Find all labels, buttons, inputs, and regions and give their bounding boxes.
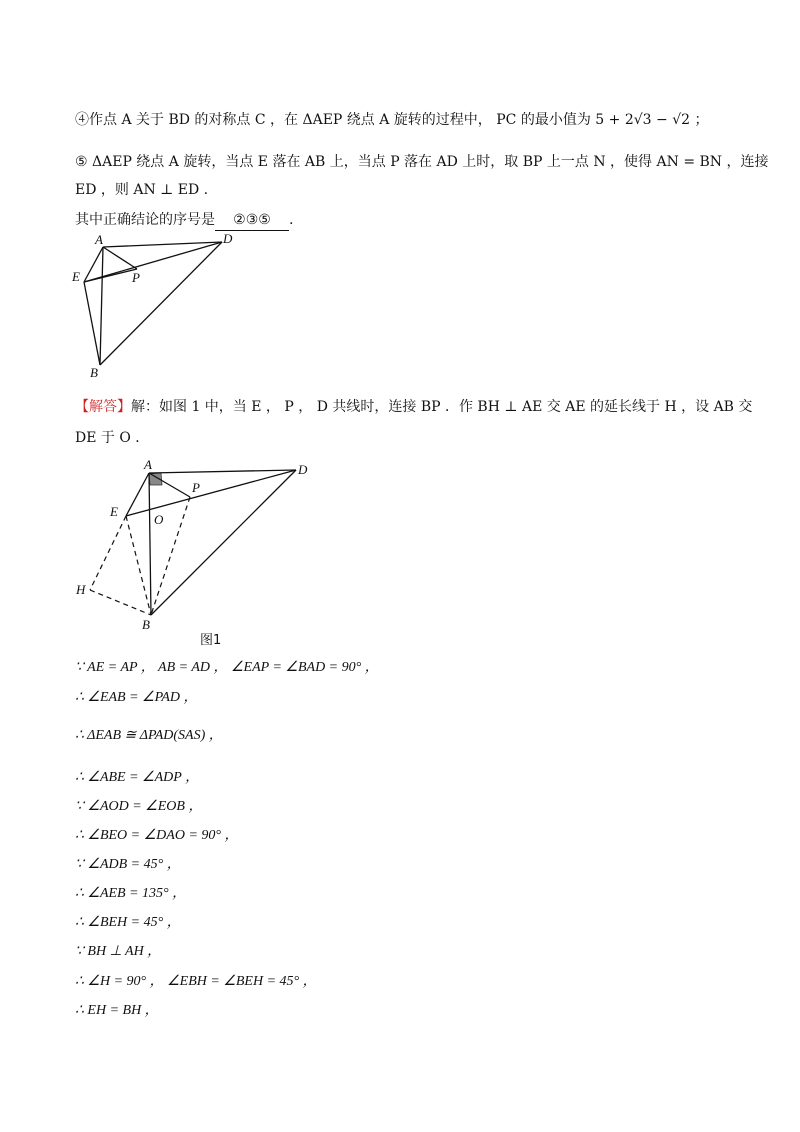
- conclusion-suffix: .: [289, 212, 294, 228]
- conclusion-prefix: 其中正确结论的序号是: [75, 212, 215, 228]
- statement-5-line2: ED ，则 AN ⊥ ED .: [75, 182, 209, 198]
- segment-ae: [126, 473, 149, 516]
- label-e: E: [110, 504, 118, 519]
- label-e: E: [72, 269, 80, 284]
- label-a: A: [95, 232, 103, 247]
- proof-step: ∴ EH = BH ，: [75, 1003, 159, 1018]
- segment-bd: [151, 470, 296, 615]
- segment-ad: [103, 242, 222, 247]
- figure-2: [68, 452, 328, 652]
- proof-step: ∴ ∠EAB = ∠PAD ，: [75, 690, 198, 705]
- label-d: D: [223, 231, 233, 246]
- proof-step: ∴ ∠H = 90° ， ∠EBH = ∠BEH = 45° ，: [75, 974, 317, 989]
- proof-step: ∴ ∠AEB = 135° ，: [75, 886, 187, 901]
- solution-tag: 【解答】: [75, 399, 131, 415]
- label-b: B: [142, 617, 150, 632]
- statement-5-line1: ⑤ ΔAEP 绕点 A 旋转，当点 E 落在 AB 上，当点 P 落在 AD 上时，取 BP 上一点 N ，使得 AN = BN ，连接: [75, 154, 769, 170]
- label-o: O: [154, 512, 164, 527]
- segment-ab: [149, 473, 151, 615]
- label-d: D: [298, 462, 308, 477]
- proof-step: ∵ ∠ADB = 45° ，: [75, 857, 181, 872]
- proof-step: ∴ ∠BEO = ∠DAO = 90° ，: [75, 828, 239, 843]
- segment-ap: [103, 247, 137, 269]
- label-p: P: [132, 270, 140, 285]
- segment-eb: [126, 516, 151, 615]
- conclusion-answer: ②③⑤: [215, 210, 289, 231]
- proof-step: ∴ ∠ABE = ∠ADP ，: [75, 770, 200, 785]
- label-b: B: [90, 365, 98, 380]
- proof-step: ∵ BH ⊥ AH ，: [75, 944, 162, 959]
- segment-eh: [90, 516, 126, 590]
- segment-ab: [100, 247, 103, 365]
- solution-line1: [75, 397, 752, 417]
- label-p: P: [192, 480, 200, 495]
- segment-eb: [84, 282, 100, 365]
- proof-step: ∴ ∠BEH = 45° ，: [75, 915, 181, 930]
- proof-step: ∴ ΔEAB ≅ ΔPAD(SAS) ，: [75, 728, 223, 743]
- segment-bd: [100, 242, 222, 365]
- segment-hb: [90, 590, 151, 615]
- figure-1: [60, 225, 250, 385]
- solution-line2: DE 于 O ．: [75, 430, 150, 446]
- segment-ad: [149, 470, 296, 473]
- statement-4: ④作点 A 关于 BD 的对称点 C ，在 ΔAEP 绕点 A 旋转的过程中， PC 的最小值为 5 + 2√3 − √2 ；: [75, 112, 709, 128]
- solution-text1: 解：如图 1 中，当 E ， P ， D 共线时，连接 BP ．作 BH ⊥ AE 交 AE 的延长线于 H ，设 AB 交: [131, 399, 753, 415]
- figure-caption: 图1: [200, 633, 222, 648]
- label-a: A: [144, 457, 152, 472]
- proof-step: ∵ ∠AOD = ∠EOB ，: [75, 799, 203, 814]
- proof-step: ∵ AE = AP ， AB = AD ， ∠EAP = ∠BAD = 90° ，: [75, 660, 379, 675]
- label-h: H: [76, 582, 86, 597]
